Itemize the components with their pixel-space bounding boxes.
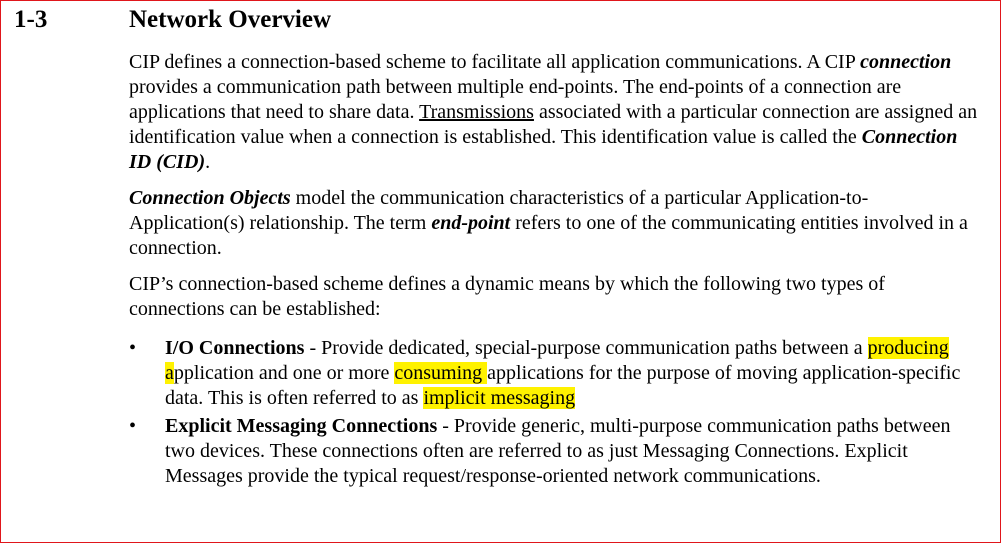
text-run: model the communication characteristics of a particular Application-to-Application(s) relationship. The term [129, 187, 869, 234]
explicit-messaging-title: Explicit Messaging Connections [165, 415, 438, 437]
text-run: . [205, 151, 211, 173]
bullet-icon: • [129, 415, 137, 437]
section-heading [14, 4, 331, 36]
paragraph-intro [129, 50, 979, 175]
text-run: pplication and one or more [173, 362, 395, 384]
section-body [129, 50, 979, 492]
list-item-explicit-messaging [129, 414, 979, 489]
highlight-consuming: consuming [394, 362, 488, 384]
highlight-producing: producing a [165, 337, 949, 384]
term-transmissions: Transmissions [419, 101, 534, 123]
term-connection-id: Connection ID (CID) [129, 126, 958, 173]
io-connections-title: I/O Connections [165, 337, 305, 359]
section-title: Network Overview [129, 6, 332, 33]
text-run: - Provide generic, multi-purpose communication paths between two devices. These connections often are referred to as just Messaging Connections. Explicit Messages provide the typical request/response-oriented network communications. [165, 415, 951, 487]
text-run: applications for the purpose of moving application-specific data. This is often referred to as [165, 362, 961, 409]
bullet-icon: • [129, 337, 137, 359]
term-end-point: end-point [431, 212, 511, 234]
term-connection-objects: Connection Objects [129, 187, 291, 209]
text-run: CIP defines a connection-based scheme to facilitate all application communications. A CIP [129, 51, 861, 73]
term-connection: connection [860, 51, 952, 73]
section-number: 1-3 [14, 6, 48, 33]
list-item-io-connections [129, 336, 979, 411]
text-run: refers to one of the communicating entities involved in a connection. [129, 212, 968, 259]
text-run: - Provide dedicated, special-purpose communication paths between a [304, 337, 868, 359]
connection-type-list [129, 336, 979, 489]
highlight-implicit-messaging: implicit messaging [423, 387, 576, 409]
text-run: provides a communication path between multiple end-points. The end-points of a connection are applications that need to share data. [129, 76, 902, 123]
paragraph-connection-types: CIP’s connection-based scheme defines a dynamic means by which the following two types of connections can be established: [129, 273, 885, 320]
text-run: associated with a particular connection are assigned an identification value when a connection is established. This identification value is called the [129, 101, 978, 148]
paragraph-connection-objects [129, 186, 979, 261]
